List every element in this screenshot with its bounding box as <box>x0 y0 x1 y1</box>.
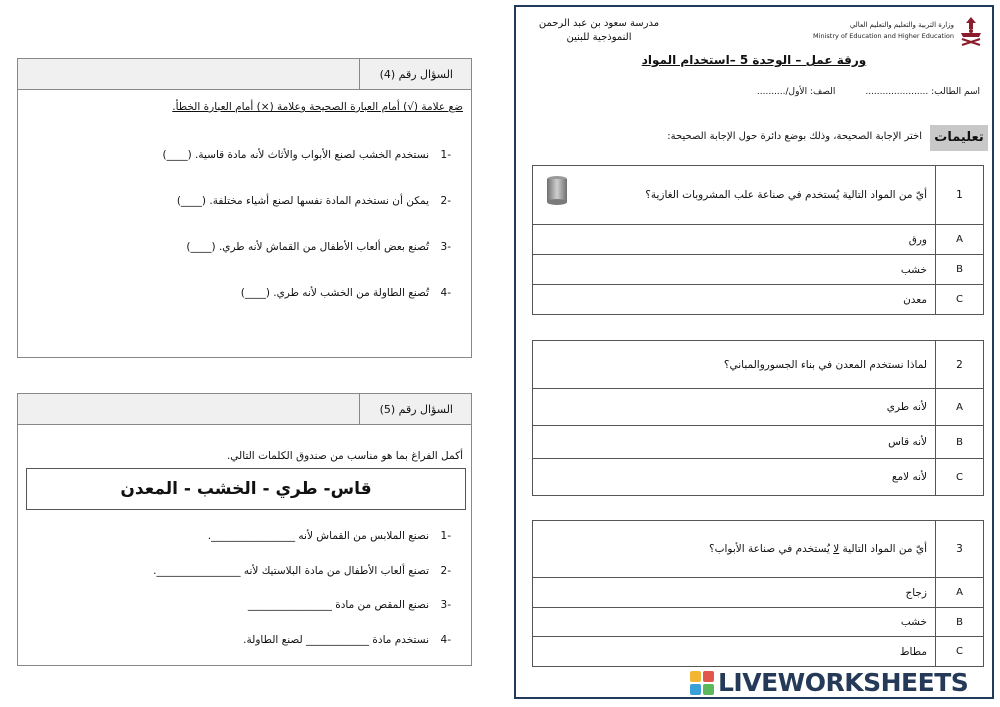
ministry-name-english: Ministry of Education and Higher Education <box>813 32 954 40</box>
q4-item-2 <box>177 195 451 207</box>
question-number: 2 <box>936 341 984 389</box>
instructions-row <box>524 123 988 155</box>
question-4-header <box>18 59 471 90</box>
worksheet-page <box>514 5 994 699</box>
option-letter: C <box>936 459 984 496</box>
question-text-underlined: لا <box>833 543 840 555</box>
liveworksheets-watermark <box>690 668 990 702</box>
instructions-tag: تعليمات <box>930 125 988 151</box>
q4-item-text: تُصنع الطاولة من الخشب لأنه طري. (____) <box>240 287 429 299</box>
question-text <box>533 341 936 389</box>
school-name-line1: مدرسة سعود بن عبد الرحمن <box>538 18 660 29</box>
option-text[interactable]: خشب <box>533 608 936 637</box>
option-letter: B <box>936 426 984 459</box>
q4-item-number: -1 <box>440 149 451 161</box>
mcq-table-3 <box>532 520 984 667</box>
option-letter: B <box>936 255 984 285</box>
question-text-prefix: أيّ من المواد التالية <box>839 543 927 555</box>
liveworksheets-logo-icon <box>690 671 714 695</box>
word-box: قاس- طري - الخشب - المعدن <box>26 468 466 510</box>
class-field: الصف: الأول/.......... <box>756 87 836 97</box>
option-letter: A <box>936 225 984 255</box>
q5-item-4 <box>243 634 451 646</box>
q4-item-1 <box>162 149 451 161</box>
option-text[interactable]: لأنه قاس <box>533 426 936 459</box>
q5-item-text: تصنع ألعاب الأطفال من مادة البلاستيك لأنه ________________. <box>153 565 429 577</box>
ministry-logo-icon <box>958 15 984 47</box>
instructions-text: اختر الإجابة الصحيحة، وذلك بوضع دائرة حول الإجابة الصحيحة: <box>667 131 922 142</box>
option-text[interactable]: لأنه طري <box>533 389 936 426</box>
option-text[interactable]: زجاج <box>533 578 936 608</box>
q5-item-number: -4 <box>440 634 451 646</box>
option-text[interactable]: مطاط <box>533 637 936 667</box>
option-letter: A <box>936 389 984 426</box>
option-text[interactable]: معدن <box>533 285 936 315</box>
option-letter: A <box>936 578 984 608</box>
q5-item-number: -1 <box>440 530 451 542</box>
q5-item-text: نصنع المقص من مادة ________________ <box>247 599 429 611</box>
q4-item-number: -3 <box>440 241 451 253</box>
watermark-text: LIVEWORKSHEETS <box>718 668 969 697</box>
student-name-field: اسم الطالب: ...................... <box>865 87 980 97</box>
option-letter: C <box>936 637 984 667</box>
q5-item-number: -3 <box>440 599 451 611</box>
question-4-box <box>17 58 472 358</box>
q4-item-text: نستخدم الخشب لصنع الأبواب والأثاث لأنه مادة قاسية. (____) <box>162 149 429 161</box>
q5-item-1 <box>208 530 451 542</box>
q4-item-number: -4 <box>440 287 451 299</box>
school-name-line2: النموذجية للبنين <box>566 32 632 43</box>
question-text <box>533 521 936 578</box>
mcq-table-1 <box>532 165 984 315</box>
option-letter: B <box>936 608 984 637</box>
question-5-label: السؤال رقم (5) <box>359 394 471 424</box>
question-5-instruction: أكمل الفراغ بما هو مناسب من صندوق الكلمات التالي. <box>226 450 463 462</box>
question-number: 1 <box>936 166 984 225</box>
q5-item-2 <box>153 565 451 577</box>
q4-item-text: يمكن أن نستخدم المادة نفسها لصنع أشياء مختلفة. (____) <box>176 195 429 207</box>
question-text <box>533 166 936 225</box>
question-text-suffix: يُستخدم في صناعة الأبواب؟ <box>709 543 834 555</box>
option-letter: C <box>936 285 984 315</box>
q5-item-number: -2 <box>440 565 451 577</box>
question-number: 3 <box>936 521 984 578</box>
mcq-table-2 <box>532 340 984 496</box>
ministry-header <box>813 15 984 49</box>
question-5-box <box>17 393 472 666</box>
question-5-header <box>18 394 471 425</box>
school-name <box>524 17 674 45</box>
q4-item-4 <box>241 287 451 299</box>
q5-item-3 <box>248 599 451 611</box>
soda-can-icon <box>541 174 573 206</box>
question-text-prefix: لماذا نستخدم المعدن في بناء الجسوروالمباني؟ <box>723 358 927 371</box>
q5-item-text: نستخدم مادة ____________ لصنع الطاولة. <box>243 634 429 646</box>
ministry-name-arabic: وزارة التربية والتعليم والتعليم العالي <box>849 21 954 29</box>
worksheet-title: ورقة عمل – الوحدة 5 –استخدام المواد <box>641 53 867 67</box>
q5-item-text: نصنع الملابس من القماش لأنه ________________. <box>207 530 429 542</box>
q4-item-3 <box>186 241 451 253</box>
question-4-label: السؤال رقم (4) <box>359 59 471 89</box>
q4-item-number: -2 <box>440 195 451 207</box>
q4-item-text: تُصنع بعض ألعاب الأطفال من القماش لأنه طري. (____) <box>186 241 429 253</box>
question-4-instruction: ضع علامة (√) أمام العبارة الصحيحة وعلامة (×) أمام العبارة الخطأ. <box>172 101 463 113</box>
option-text[interactable]: لأنه لامع <box>533 459 936 496</box>
student-info <box>727 87 980 97</box>
question-text-prefix: أيّ من المواد التالية يُستخدم في صناعة علب المشروبات الغازية؟ <box>645 189 927 201</box>
option-text[interactable]: خشب <box>533 255 936 285</box>
option-text[interactable]: ورق <box>533 225 936 255</box>
